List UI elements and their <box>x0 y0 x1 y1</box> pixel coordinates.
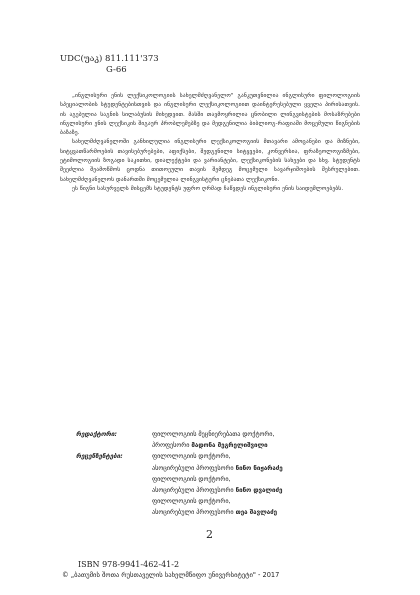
page-number: 2 <box>206 528 213 541</box>
editor-role-label: რედაქტორი: <box>76 431 117 438</box>
reviewer-3-title-line <box>152 507 376 518</box>
reviewer-2-title: ასოცირებული პროფესორი <box>152 487 236 495</box>
editor-title: პროფესორი <box>152 442 192 450</box>
author-mark: G-66 <box>106 65 127 75</box>
reviewer-3-degree: ფილოლოგიის დოქტორი, <box>152 498 231 506</box>
reviewer-1-degree: ფილოლოგიის დოქტორი, <box>152 453 231 461</box>
editor-degree: ფილოლოგიის მეცნიერებათა დოქტორი, <box>152 431 275 438</box>
editor-row <box>76 429 376 451</box>
credits-block <box>76 429 376 519</box>
editor-name: მადონა მეგრელიშვილი <box>191 442 268 450</box>
abstract-paragraph-3: ეს წიგნი სასურველს მისცემს სტუდენტს უფრო ღრმად ჩაწვდეს ინგლისური ენის საიდუმლოებებს. <box>72 185 344 192</box>
reviewer-1-title-line <box>152 463 376 474</box>
reviewer-2-name: ნინო დვალიძე <box>235 487 283 495</box>
editor-title-line <box>152 440 376 451</box>
reviewer-2-title-line <box>152 485 376 496</box>
abstract-paragraph-1: „ინგლისური ენის ლექსიკოლოგიის სახელმძღვანელო" განკუთვნილია ინგლისური ფილოლოგიის სპეციალობის სტუდენტებისთვის და ინგლისური ლექსიკოლოგიით დაინტერესებული ყველა პირისათვის. ის აგებულია საგნის სილაბუსის მიხედვით. მასში თავმოყრილია ცნობილი ლინგვისტების მოსაზრებები ინგლისური ენის ლექსიკის შიგაურ პრობლემებზე და მედგენილია ბიბლიოგ-რაფიაში მოცემული წიგნების ბაზაზე. <box>60 93 360 137</box>
book-abstract <box>60 92 360 194</box>
reviewer-3-name: თეა შავლაძე <box>235 509 278 517</box>
reviewer-2-degree: ფილოლოგიის დოქტორი, <box>152 475 231 483</box>
reviewers-role-label: რეცენზენტები: <box>76 453 123 461</box>
copyright-notice: © „ბათუმის შოთა რუსთაველის სახელმწიფო უნივერსიტეტი" - 2017 <box>62 571 280 579</box>
reviewer-1-name: ნინო ნიჟარაძე <box>235 464 283 472</box>
reviewer-3-title: ასოცირებული პროფესორი <box>152 509 236 517</box>
udc-code: UDC(უაკ) 811.111'373 <box>60 54 159 64</box>
abstract-paragraph-2: სახელმძღვანელოში განხილულია ინგლისური ლექსიკოლოგიის მთავარი ამოცანები და მიზნები, სიტყვათწარმოების თავისებურებები, აფიქსები, შედგენილი სიტყვები, კონვერსია, ფრაზეოლოგიზმები, ეტიმოლოგიის ზოგადი საკითხი, დიალექტები და ვარიანტები, ლექსიკონების სახეები და სხვ. სტუდენტს შეეძლია შეამოწმოს ცოდნა თითოეული თავის შემდეგ მოცემული სავარჯიშოების შესრულებით. სახელმძღვანელოს დანართში მოცემულია ლინგვისტური ცნებათა ლექსიკონი. <box>60 139 360 183</box>
reviewer-1-title: ასოცირებული პროფესორი <box>152 464 236 472</box>
isbn: ISBN 978-9941-462-41-2 <box>78 560 180 569</box>
reviewers-row <box>76 451 376 518</box>
udc-block <box>60 54 159 76</box>
